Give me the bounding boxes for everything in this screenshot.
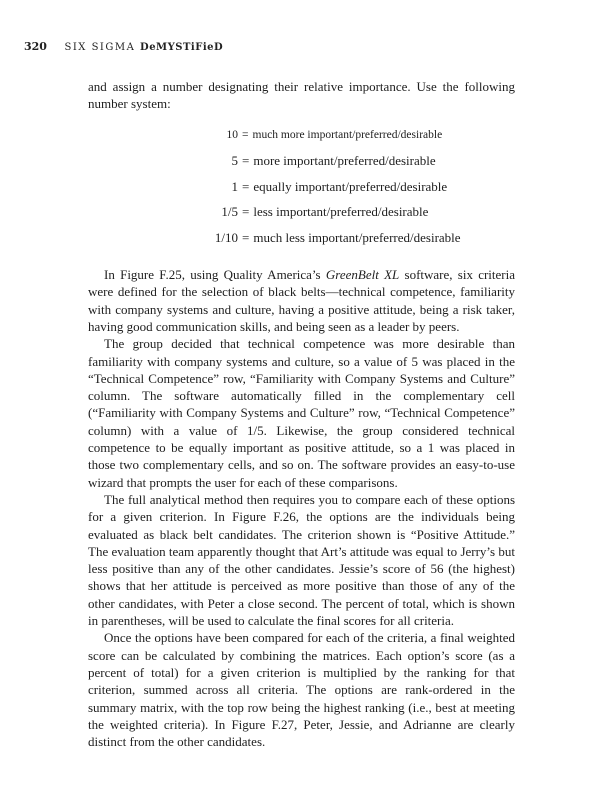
scale-row: 1 = equally important/preferred/desirable: [88, 174, 515, 200]
paragraph-figure-f27: Once the options have been compared for each of the criteria, a final weighted score can be calculated by combining the matrices. Each option’s score (as a percent of total) for a given criterion is multiplied by the ranking for that criterion, summed across all criteria. The options are rank-ordered in the summary matrix, with the top row being the highest ranking (i.e., best at meeting the weighted criteria). In Figure F.27, Peter, Jessie, and Adrianne are clearly distinct from the other candidates.: [88, 630, 515, 750]
scale-label: less important/preferred/desirable: [253, 204, 429, 220]
book-title: [64, 42, 223, 53]
scale-label: much less important/preferred/desirable: [253, 229, 461, 245]
software-name: GreenBelt XL: [325, 267, 400, 283]
paragraph-figure-f26: The full analytical method then requires you to compare each of these options for a given criterion. In Figure F.26, the options are the individuals being evaluated as black belt candidates. The criterion shown is “Positive Attitude.” The evaluation team apparently thought that Art’s attitude was equal to Jerry’s but less positive than any of the other candidates. Jessie’s score of 56 (the highest) shows that her attitude is perceived as more positive than those of any of the other candidates, with Peter a close second. The percent of total, which is shown in parentheses, will be used to calculate the final scores for all criteria.: [88, 491, 515, 629]
scale-label: more important/preferred/desirable: [253, 153, 436, 169]
number-scale: [88, 123, 515, 251]
scale-value: 5: [231, 153, 238, 169]
scale-row: 10 = much more important/preferred/desirable: [88, 123, 515, 149]
scale-row: 5 = more important/preferred/desirable: [88, 148, 515, 174]
scale-value: 1/10: [214, 229, 238, 245]
intro-paragraph: and assign a number designating their relative importance. Use the following number system:: [88, 79, 515, 112]
scale-label: equally important/preferred/desirable: [253, 178, 448, 194]
scale-label: much more important/preferred/desirable: [252, 128, 443, 141]
running-head: [24, 40, 223, 53]
scale-value: 1: [231, 178, 238, 194]
body-text: [88, 78, 515, 750]
book-title-prefix: SIX SIGMA: [64, 42, 136, 53]
paragraph-technical-competence: The group decided that technical competence was more desirable than familiarity with company systems and culture, so a value of 5 was placed in the “Technical Competence” row, “Familiarity with Company Systems and Culture” column. The software automatically filled in the complementary cell (“Familiarity with Company Systems and Culture” row, “Technical Competence” column) with a value of 1/5. Likewise, the group considered technical competence to be equally important as positive attitude, so a 1 was placed in those two complementary cells, and so on. The software provides an easy-to-use wizard that prompts the user for each of these comparisons.: [88, 336, 515, 490]
book-title-suffix: DeMYSTiFieD: [140, 42, 224, 53]
page-number: 320: [24, 40, 47, 53]
p1-text-a: In Figure F.25, using Quality America’s: [104, 267, 326, 283]
scale-value: 10: [226, 128, 238, 141]
p1-text-b: software, six criteria were defined for the selection of black belts—technical competence, familiarity with company systems and culture, having a positive attitude, being a risk taker, having good communication skills, and being seen as a leader by peers.: [88, 267, 516, 334]
scale-row: 1/5 = less important/preferred/desirable: [88, 199, 515, 225]
paragraph-figure-f25: [88, 266, 515, 335]
scale-row: 1/10 = much less important/preferred/desirable: [88, 225, 515, 251]
scale-value: 1/5: [221, 204, 238, 220]
